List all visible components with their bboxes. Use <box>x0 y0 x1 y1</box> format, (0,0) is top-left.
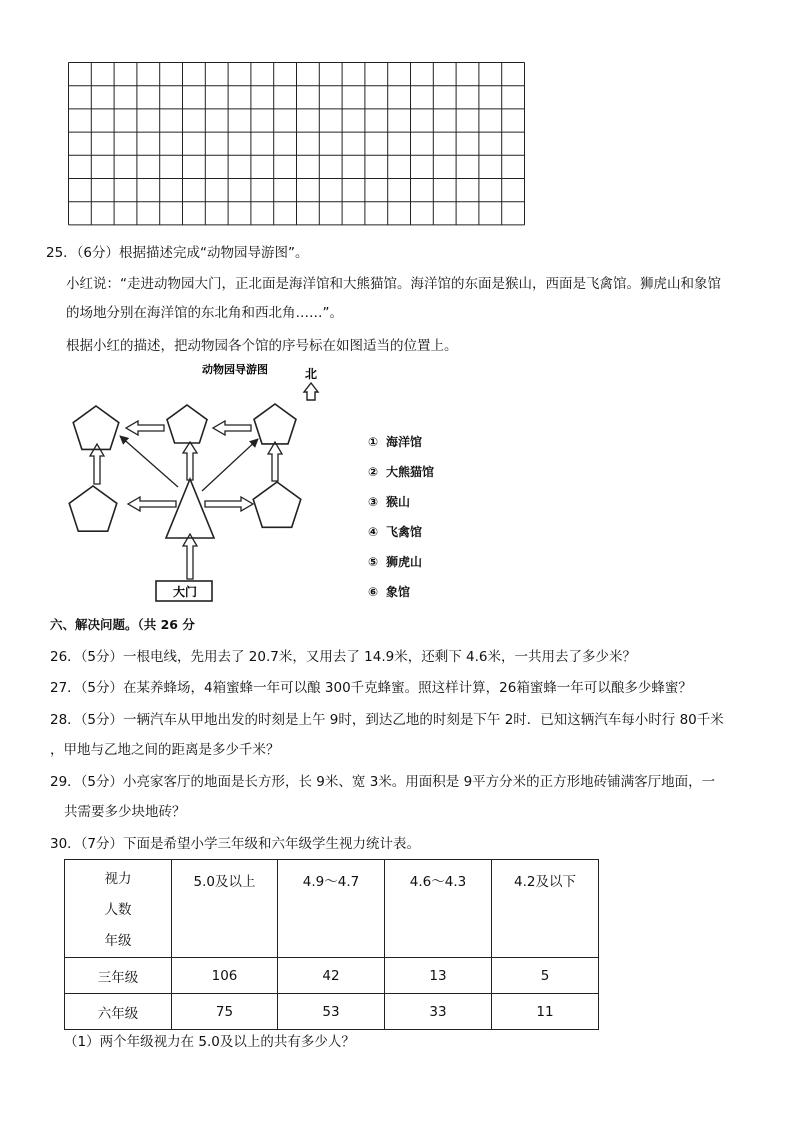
arrow-center-to-top-middle <box>183 442 197 480</box>
q29-line2: 共需要多少块地砖？ <box>64 804 186 820</box>
q30-title: 30．（7分）下面是希望小学三年级和六年级学生视力统计表。 <box>50 836 421 852</box>
zoo-guide-map <box>60 358 480 608</box>
north-arrow-icon <box>304 383 318 400</box>
table-corner-cell: 视力 人数 年级 <box>65 860 172 958</box>
q25-instruction: 根据小红的描述，把动物园各个馆的序号标在如图适当的位置上。 <box>66 338 458 354</box>
arrow-top-right-to-top-middle <box>213 421 251 435</box>
table-header: 4.6～4.3 <box>385 860 492 958</box>
table-cell: 13 <box>385 958 492 994</box>
arrow-gate-to-center <box>183 534 197 579</box>
table-cell: 53 <box>278 994 385 1030</box>
legend-item-1: ① 海洋馆 <box>368 435 423 449</box>
q26-text: 26．（5分）一根电线，先用去了 20.7米，又用去了 14.9米，还剩下 4.6米，一共用去了多少米？ <box>50 649 636 665</box>
venue-slot-top-right[interactable] <box>254 404 296 444</box>
q25-description-line2: 的场地分别在海洋馆的东北角和西北角……”。 <box>66 305 343 321</box>
arrow-center-to-right <box>205 497 253 511</box>
legend-item-4: ④ 飞禽馆 <box>368 525 423 539</box>
venue-slot-top-left[interactable] <box>73 406 119 449</box>
table-cell: 75 <box>172 994 278 1030</box>
arrow-center-to-left <box>128 497 176 511</box>
table-cell: 106 <box>172 958 278 994</box>
arrow-right-to-top-right <box>268 442 282 481</box>
grade-cell: 三年级 <box>65 958 172 994</box>
legend-item-2: ② 大熊猫馆 <box>368 465 435 479</box>
legend-item-5: ⑤ 狮虎山 <box>368 555 423 569</box>
q27-text: 27．（5分）在某养蜂场，4箱蜜蜂一年可以酿 300千克蜂蜜。照这样计算，26箱蜜蜂一年可以酿多少蜂蜜？ <box>50 680 692 696</box>
legend-item-3: ③ 猴山 <box>368 495 411 509</box>
gate-label: 大门 <box>173 585 198 599</box>
table-cell: 5 <box>492 958 599 994</box>
q28-line1: 28．（5分）一辆汽车从甲地出发的时刻是上午 9时，到达乙地的时刻是下午 2时．已知这辆汽车每小时行 80千米 <box>50 712 724 728</box>
map-title: 动物园导游图 <box>202 363 268 376</box>
vision-statistics-table <box>64 859 599 1030</box>
north-label: 北 <box>305 367 318 381</box>
table-header: 5.0及以上 <box>172 860 278 958</box>
venue-slot-right[interactable] <box>253 482 301 527</box>
grade-cell: 六年级 <box>65 994 172 1030</box>
arrow-center-to-top-left <box>120 436 178 487</box>
q30-subquestion-1: （1）两个年级视力在 5.0及以上的共有多少人？ <box>64 1034 355 1050</box>
venue-slot-top-middle[interactable] <box>167 405 207 443</box>
table-cell: 11 <box>492 994 599 1030</box>
table-header: 4.9～4.7 <box>278 860 385 958</box>
q29-line1: 29．（5分）小亮家客厅的地面是长方形，长 9米、宽 3米。用面积是 9平方分米的正方形地砖铺满客厅地面，一 <box>50 774 716 790</box>
table-row <box>65 958 599 994</box>
central-triangle <box>166 479 214 538</box>
q25-title: 25．（6分）根据描述完成“动物园导游图”。 <box>46 245 309 261</box>
table-cell: 33 <box>385 994 492 1030</box>
section-6-title: 六、解决问题。（共 26 分 <box>50 617 195 632</box>
venue-slot-left[interactable] <box>69 486 117 531</box>
q25-description-line1: 小红说：“走进动物园大门，正北面是海洋馆和大熊猫馆。海洋馆的东面是猴山，西面是飞禽馆。狮虎山和象馆 <box>66 276 721 292</box>
legend-item-6: ⑥ 象馆 <box>368 585 411 599</box>
drawing-grid <box>68 62 526 226</box>
table-header: 4.2及以下 <box>492 860 599 958</box>
arrow-center-to-top-right <box>202 439 258 491</box>
table-row <box>65 994 599 1030</box>
table-cell: 42 <box>278 958 385 994</box>
q28-line2: ，甲地与乙地之间的距离是多少千米？ <box>50 742 280 758</box>
arrow-top-middle-to-top-left <box>126 421 164 435</box>
